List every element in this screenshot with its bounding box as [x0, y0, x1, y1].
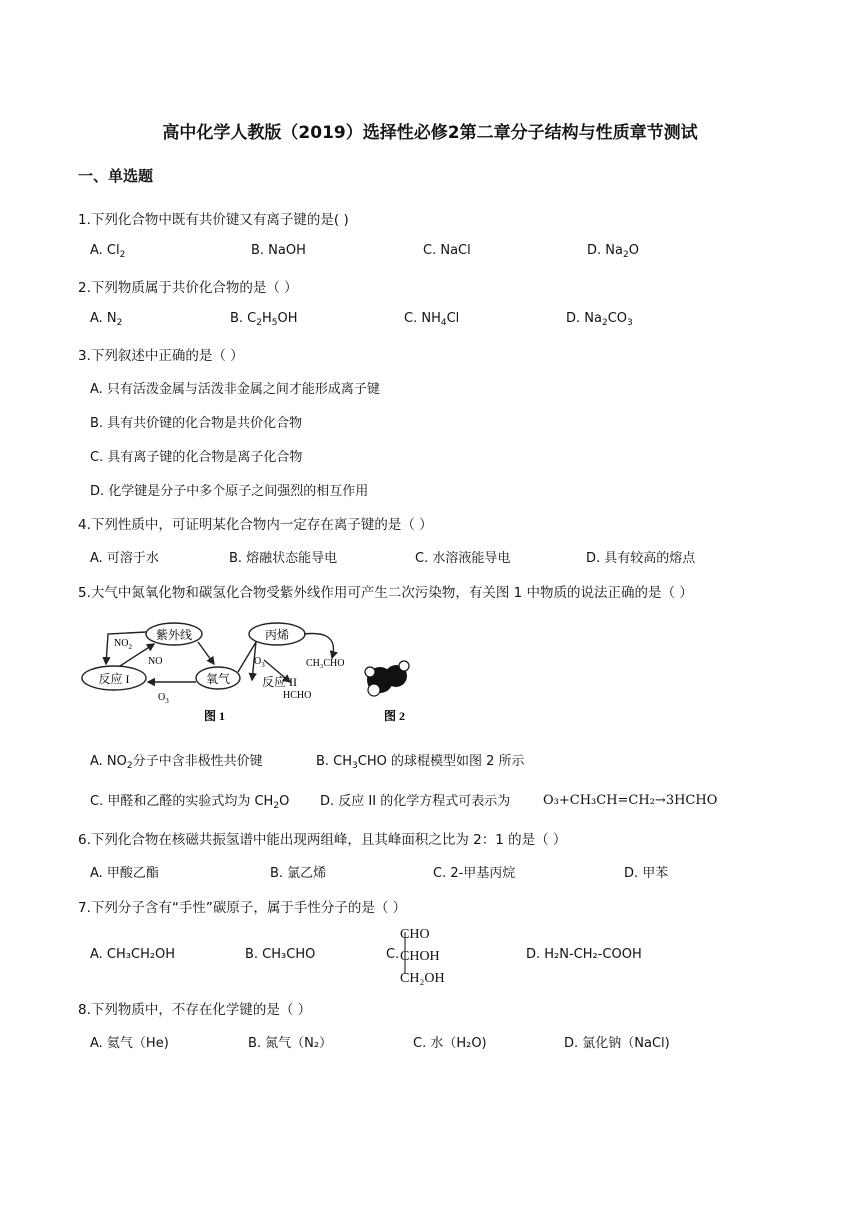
- fig-caption-2: 图 2: [384, 709, 406, 723]
- fig-label-ch3cho: CH₃CHO: [306, 658, 345, 669]
- question-8-option-c[interactable]: C. 水（H₂O): [413, 1036, 487, 1051]
- question-4-option-d[interactable]: D. 具有较高的熔点: [586, 551, 696, 566]
- question-7-option-c[interactable]: C.: [386, 947, 400, 962]
- page-title: 高中化学人教版（2019）选择性必修2第二章分子结构与性质章节测试: [162, 123, 698, 143]
- question-2-option-d[interactable]: D. $Na_2CO_3$: [566, 311, 633, 328]
- question-2-stem: 2.下列物质属于共价化合物的是（ ）: [78, 280, 298, 296]
- question-5-option-d[interactable]: D. 反应 II 的化学方程式可表示为: [320, 794, 511, 809]
- question-8-stem: 8.下列物质中，不存在化学键的是（ ）: [78, 1002, 312, 1018]
- fig-label-uv: 紫外线: [155, 628, 193, 642]
- ball-and-stick-model: [365, 661, 409, 696]
- question-3-stem: 3.下列叙述中正确的是（ ）: [78, 348, 244, 364]
- question-2-option-b[interactable]: B. $C_2H_5OH$: [230, 311, 298, 328]
- question-4-option-b[interactable]: B. 熔融状态能导电: [229, 551, 338, 566]
- fig-label-reaction-1: 反应 I: [98, 672, 130, 686]
- fig-label-propene: 丙烯: [264, 628, 290, 642]
- question-7-option-b[interactable]: B. CH₃CHO: [245, 947, 316, 962]
- question-5-option-a[interactable]: A. $NO_2$分子中含非极性共价键: [90, 754, 263, 771]
- question-7-option-d[interactable]: D. H₂N-CH₂-COOH: [526, 947, 642, 962]
- structure-line-3: CH₂OH: [400, 971, 445, 986]
- question-8-option-d[interactable]: D. 氯化钠（NaCl): [564, 1036, 670, 1051]
- question-1-option-a[interactable]: A. $Cl_2$: [90, 243, 126, 260]
- section-heading: 一、单选题: [78, 167, 154, 185]
- question-2-option-a[interactable]: A. $N_2$: [90, 311, 123, 328]
- question-1-option-c[interactable]: C. NaCl: [423, 243, 471, 258]
- question-1-stem: 1.下列化合物中既有共价键又有离子键的是( ): [78, 212, 349, 228]
- fig-caption-1: 图 1: [204, 709, 226, 723]
- question-6-option-b[interactable]: B. 氯乙烯: [270, 866, 327, 881]
- question-2-option-c[interactable]: C. $NH_4Cl$: [404, 311, 460, 328]
- question-5-equation: O₃+CH₃CH=CH₂→3HCHO: [543, 793, 718, 808]
- question-5-option-c[interactable]: C. 甲醛和乙醛的实验式均为 $CH_2O$: [90, 794, 290, 811]
- fig-label-no: NO: [148, 656, 163, 667]
- question-8-option-b[interactable]: B. 氮气（N₂）: [248, 1036, 333, 1051]
- question-5-stem: 5.大气中氮氧化物和碳氢化合物受紫外线作用可产生二次污染物，有关图 1 中物质的说法正确的是（ ）: [78, 585, 693, 601]
- fig-label-o3-left: $O_3$: [158, 692, 169, 705]
- question-6-option-a[interactable]: A. 甲酸乙酯: [90, 866, 159, 881]
- question-3-option-c[interactable]: C. 具有离子键的化合物是离子化合物: [90, 450, 303, 465]
- question-1-option-d[interactable]: D. $Na_2O$: [587, 243, 639, 260]
- fig-label-hcho: HCHO: [283, 690, 312, 701]
- question-6-option-d[interactable]: D. 甲苯: [624, 866, 669, 881]
- question-7-option-a[interactable]: A. CH₃CH₂OH: [90, 947, 176, 962]
- structure-line-2: CHOH: [400, 949, 440, 964]
- question-3-option-d[interactable]: D. 化学键是分子中多个原子之间强烈的相互作用: [90, 484, 369, 499]
- question-1-option-b[interactable]: B. NaOH: [251, 243, 306, 258]
- fig-label-o3-right: $O_3$: [254, 656, 265, 669]
- fig-label-oxygen: 氧气: [205, 672, 231, 686]
- question-5-figure: [78, 620, 438, 732]
- question-8-option-a[interactable]: A. 氦气（He): [90, 1036, 169, 1051]
- question-4-option-a[interactable]: A. 可溶于水: [90, 551, 159, 566]
- question-3-option-a[interactable]: A. 只有活泼金属与活泼非金属之间才能形成离子键: [90, 382, 380, 397]
- question-4-option-c[interactable]: C. 水溶液能导电: [415, 551, 511, 566]
- question-3-option-b[interactable]: B. 具有共价键的化合物是共价化合物: [90, 416, 303, 431]
- question-7-stem: 7.下列分子含有“手性”碳原子，属于手性分子的是（ ）: [78, 900, 407, 916]
- question-6-stem: 6.下列化合物在核磁共振氢谱中能出现两组峰，且其峰面积之比为 2：1 的是（ ）: [78, 832, 567, 848]
- question-5-option-b[interactable]: B. $CH_3CHO$ 的球棍模型如图 2 所示: [316, 754, 525, 771]
- structure-bonds: [403, 932, 407, 974]
- structure-line-1: CHO: [400, 927, 430, 942]
- fig-label-reaction-2: 反应 II: [262, 675, 297, 689]
- fig-label-no2: $NO_2$: [114, 638, 132, 651]
- question-6-option-c[interactable]: C. 2-甲基丙烷: [433, 866, 516, 881]
- question-4-stem: 4.下列性质中，可证明某化合物内一定存在离子键的是（ ）: [78, 517, 433, 533]
